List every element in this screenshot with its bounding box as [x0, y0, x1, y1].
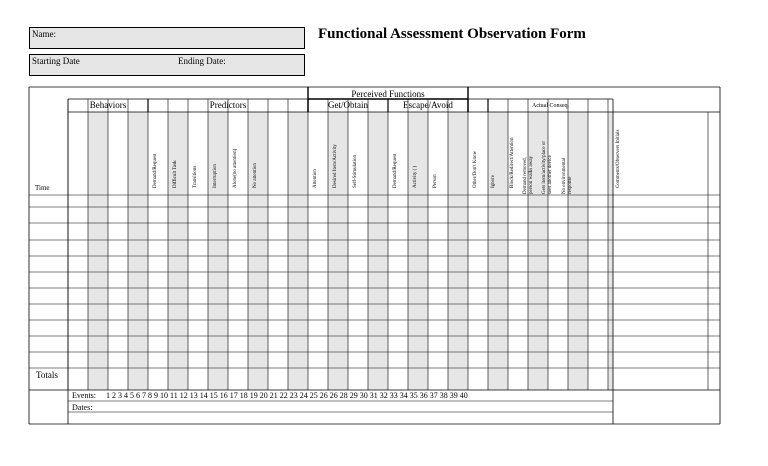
actual-ignore-label: Ignore: [491, 174, 496, 188]
actual-gets-item-label: Gets item/activity/place or sees another device: [542, 140, 553, 194]
shaded-column: [288, 112, 308, 390]
get-attention-label: Attention: [313, 169, 318, 188]
shaded-column: [168, 112, 188, 390]
escape-demand-label: Demand/Request: [393, 153, 398, 188]
shaded-column: [608, 112, 613, 390]
other-dont-know-label: Other/Don't Know: [473, 150, 478, 188]
start-date-label: Starting Date: [32, 56, 80, 66]
end-date-label: Ending Date:: [178, 56, 226, 66]
shaded-column: [128, 112, 148, 390]
actual-demand-removed-label: Demand removed, person walks away: [523, 155, 534, 194]
perceived-functions-label: Perceived Functions: [351, 89, 425, 99]
escape-person-label: Person: [433, 174, 438, 188]
shaded-column: [448, 112, 468, 390]
form-title: Functional Assessment Observation Form: [318, 26, 586, 42]
comments-label: Comments/Observers Initials: [616, 129, 621, 188]
get-self-stim-label: Self-Stimulation: [353, 154, 358, 188]
events-label: Events:: [72, 391, 96, 400]
predictor-interruption-label: Interruption: [213, 164, 218, 188]
predictor-demand-label: Demand/Request: [153, 153, 158, 188]
behaviors-label: Behaviors: [89, 100, 127, 110]
shaded-column: [88, 112, 108, 390]
escape-avoid-label: Escape/Avoid: [403, 100, 453, 110]
shaded-column: [208, 112, 228, 390]
shaded-column: [248, 112, 268, 390]
get-obtain-label: Get/Obtain: [328, 100, 368, 110]
predictors-label: Predictors: [209, 100, 247, 110]
time-label: Time: [35, 184, 50, 192]
events-numbers: 1 2 3 4 5 6 7 8 9 10 11 12 13 14 15 16 17 18 19 20 21 22 23 24 25 26 26 28 29 30 31 32 33 34 35 36 37 38 39 40: [106, 391, 468, 400]
totals-label: Totals: [36, 370, 58, 380]
escape-activity-label: Activity ( ): [413, 165, 418, 188]
actual-block-label: Block/Redirect/Attention: [510, 137, 515, 188]
shaded-column: [488, 112, 508, 390]
shaded-column: [368, 112, 388, 390]
predictor-difficult-label: Difficult Task: [173, 160, 178, 188]
predictor-alone-label: Alone(no attention): [233, 148, 238, 188]
name-label: Name:: [32, 29, 56, 39]
actual-no-response-label: No environmental response: [562, 157, 573, 194]
dates-label: Dates:: [72, 403, 93, 412]
shaded-column: [408, 112, 428, 390]
get-desired-item-label: Desired Item/Activity: [333, 144, 338, 188]
actual-consequences-label: Actual Conseq.: [532, 103, 569, 109]
predictor-transitions-label: Transitions: [193, 165, 198, 188]
predictor-no-attention-label: No attention: [253, 163, 258, 188]
